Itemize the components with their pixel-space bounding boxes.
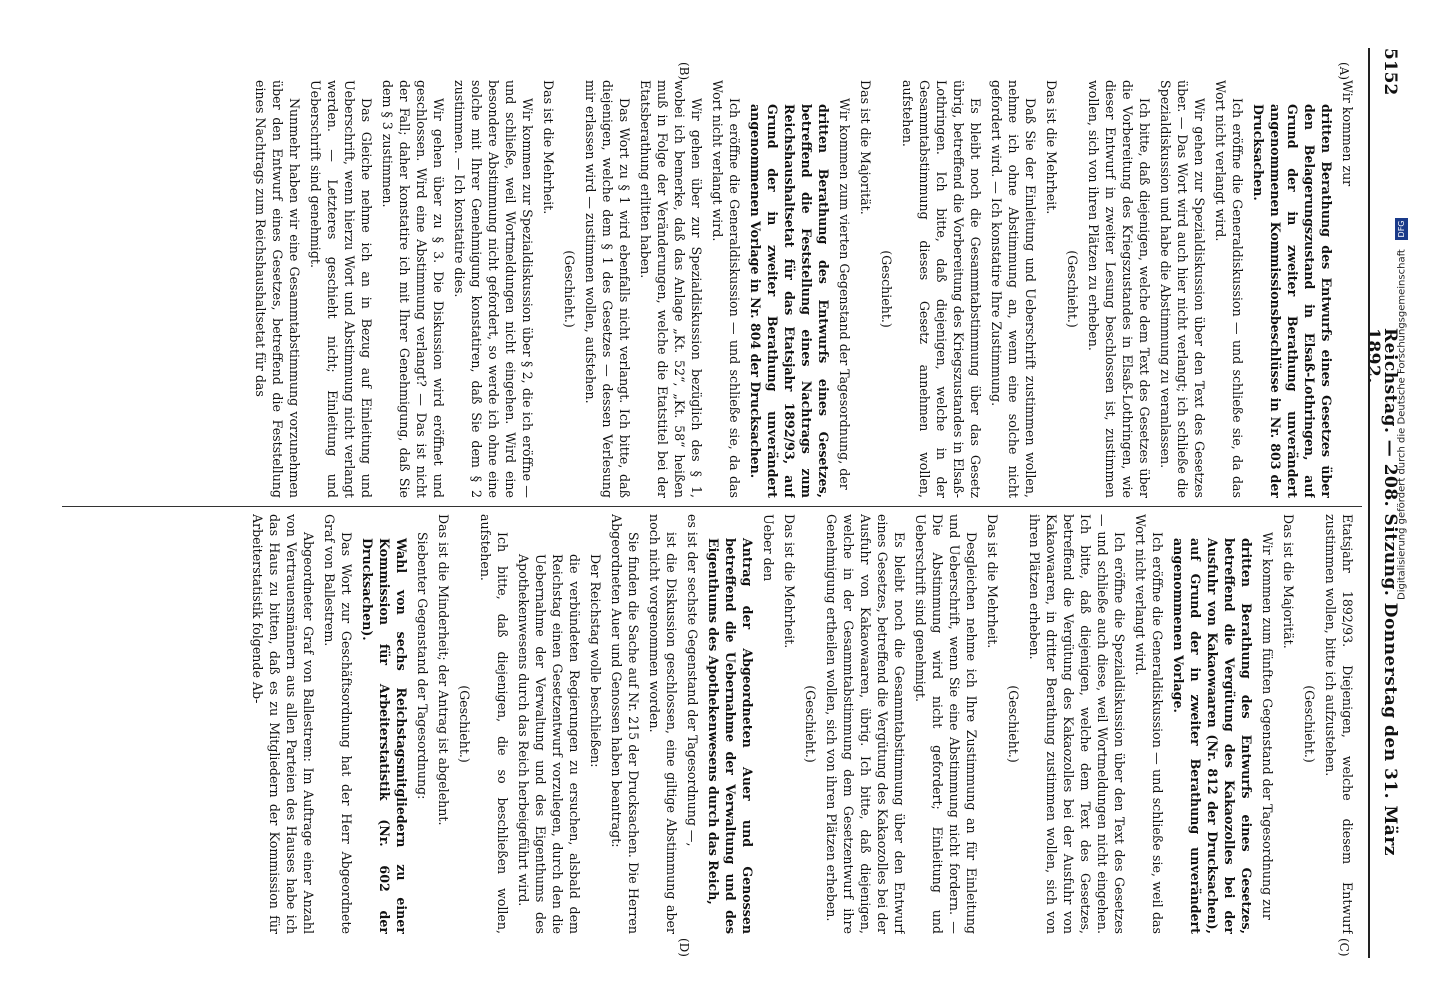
digitization-footer	[1395, 200, 1415, 600]
paragraph: Das ist die Mehrheit.	[1044, 80, 1059, 215]
paragraph: Siebenter Gegenstand der Tagesordnung:	[415, 532, 430, 800]
paragraph: Ich eröffne die Generaldiskussion — und schließe sie, weil das Wort nicht verlangt wird.	[1133, 514, 1165, 934]
paragraph: (Geschieht.)	[457, 685, 472, 763]
margin-marker-a: (A)	[1337, 62, 1351, 81]
paragraph: Wir gehen zur Spezialdiskussion über den Text des Gesetzes über. — Das Wort wird auch hier nicht verlangt; ich schließe die Spezialdiskussion und habe die Abstimmung zu veranlassen.	[1158, 80, 1207, 498]
paragraph: (Geschieht.)	[562, 250, 577, 328]
paragraph: Das ist die Majorität.	[1281, 514, 1296, 649]
paragraph: Wahl von sechs Reichstagsmitgliedern zu einer Kommission für Arbeiterstatistik (Nr. 602 der Drucksachen).	[360, 538, 409, 934]
paragraph: Das ist die Minderheit; der Antrag ist abgelehnt.	[436, 514, 451, 826]
paragraph: Abgeordneter Graf von Ballestrem: Im Auftrage einer Anzahl von Vertrauensmännern aus allen Parteien des Hauses habe ich das Haus zu bitten, daß es zu Mitgliedern der Kommission für Arbeiterstatistik folgende Ab-	[250, 514, 316, 934]
paragraph: die verbündeten Regierungen zu ersuchen, alsbald dem Reichstag einen Gesetzentwurf vorzulegen, durch den die Uebernahme der Verwaltung und des Eigenthums des Apothekenwesens durch das Reich herbeigeführt wird.	[516, 554, 582, 934]
left-column	[66, 80, 1356, 498]
paragraph: dritten Berathung des Entwurfs eines Gesetzes über den Belagerungszustand in Elsaß-Lothringen, auf Grund der in zweiter Berathung unverändert angenommenen Kommissionsbeschlüsse in Nr. 803 der Drucksachen.	[1251, 104, 1334, 498]
margin-marker-c: (C)	[1337, 938, 1351, 957]
paragraph: dritten Berathung des Entwurfs eines Gesetzes, betreffend die Vergütung des Kakaozolles bei der Ausfuhr von Kakaowaaren (Nr. 812 der Drucksachen), auf Grund der in zweiter Berathung unverändert angenommenen Vorlage.	[1171, 538, 1254, 934]
paragraph: (Geschieht.)	[879, 250, 894, 328]
paragraph: Wir kommen zur	[1340, 80, 1355, 187]
paragraph: Ich eröffne die Generaldiskussion — und schließe sie, da das Wort nicht verlangt wird.	[710, 80, 742, 498]
paragraph: (Geschieht.)	[803, 685, 818, 763]
paragraph: Wir gehen über zu § 3. Die Diskussion wird eröffnet und geschlossen. Wird eine Abstimmung verlangt? — Das ist nicht der Fall; daher konstatire ich mit Ihrer Genehmigung, daß Sie dem § 3 zustimmen.	[380, 80, 446, 498]
paragraph: (Geschieht.)	[1006, 685, 1021, 763]
paragraph: Es bleibt noch die Gesammtabstimmung über das Gesetz übrig, betreffend die Vorbereitung des Kriegszustandes in Elsaß-Lothringen. Ich bitte, daß diejenigen, welche in der Gesammtabstimmung dieses Gesetz annehmen wollen, aufstehen.	[900, 80, 983, 498]
paragraph: dritten Berathung des Entwurfs eines Gesetzes, betreffend die Feststellung eines Nachtrags zum Reichshaushaltsetat für das Etatsjahr 1892/93, auf Grund der in zweiter Berathung unverändert angenommenen Vorlage in Nr. 804 der Drucksachen.	[748, 104, 831, 498]
paragraph: Der Reichstag wolle beschließen:	[588, 554, 603, 768]
margin-marker-b: (B)	[677, 62, 691, 81]
page-title: Reichstag. — 208. Sitzung. Donnerstag den 31. März 1892.	[1363, 328, 1400, 856]
paragraph: Desgleichen nehme ich Ihre Zustimmung an für Einleitung und Ueberschrift, wenn Sie eine Abstimmung nicht fordern. — Die Abstimmung wird nicht gefordert; Einleitung und Ueberschrift sind genehmigt.	[913, 514, 979, 934]
paragraph: (Geschieht.)	[1302, 685, 1317, 763]
header-rule	[1368, 48, 1370, 958]
paragraph: Antrag der Abgeordneten Auer und Genossen betreffend die Uebernahme der Verwaltung und des Eigenthums des Apothekenwesens durch das Reich,	[706, 538, 755, 934]
paragraph: Das ist die Mehrheit.	[782, 514, 797, 649]
paragraph: Wir kommen zum vierten Gegenstand der Tagesordnung, der	[837, 98, 852, 490]
paragraph: ist die Diskussion geschlossen, eine giltige Abstimmung aber noch nicht vorgenommen worden.	[647, 514, 679, 934]
dfg-logo-icon: DFG	[1395, 218, 1408, 240]
footer-text: Digitalisierung gefördert durch die Deutsche Forschungsgemeinschaft	[1396, 249, 1408, 600]
paragraph: Das ist die Mehrheit.	[541, 80, 556, 215]
paragraph: Das Wort zur Geschäftsordnung hat der Herr Abgeordnete Graf von Ballestrem.	[322, 514, 354, 934]
page-number: 5152	[1380, 48, 1400, 96]
paragraph: (Geschieht.)	[1065, 250, 1080, 328]
paragraph: Wir kommen zum fünften Gegenstand der Tagesordnung zur	[1260, 532, 1275, 920]
paragraph: Das Wort zu § 1 wird ebenfalls nicht verlangt. Ich bitte, daß diejenigen, welche dem § 1 des Gesetzes — dessen Verlesung mir erlassen wird — zustimmen wollen, aufstehen.	[583, 80, 632, 498]
paragraph: Wir kommen zur Spezialdiskussion über § 2, die ich eröffne — und schließe, weil Wortmeldungen nicht eingehen. Wird eine besondere Abstimmung nicht gefordert, so werde ich ohne eine solche mit Ihrer Genehmigung konstatiren, daß Sie dem § 2 zustimmen. — Ich konstatire dies.	[452, 80, 535, 498]
paragraph: Ich bitte, daß diejenigen, die so beschließen wollen, aufstehen.	[478, 514, 510, 934]
paragraph: Nunmehr haben wir eine Gesammtabstimmung vorzunehmen über den Entwurf eines Gesetzes, betreffend die Feststellung eines Nachtrags zum Reichshaushaltsetat für das	[253, 80, 302, 498]
paragraph: Ueber den	[761, 514, 776, 582]
column-divider	[62, 506, 1362, 507]
margin-marker-d: (D)	[677, 938, 691, 957]
paragraph: Das ist die Majorität.	[858, 80, 873, 215]
paragraph: Ich eröffne die Spezialdiskussion über den Text des Gesetzes — und schließe auch diese, weil Wortmeldungen nicht eingehen. Ich bitte, daß diejenigen, welche dem Text des Gesetzes, betreffend die Vergütung des Kakaozolles bei der Ausfuhr von Kakaowaaren, in dritter Berathung zustimmen wollen, sich von ihren Plätzen erheben.	[1027, 514, 1127, 934]
paragraph: Es bleibt noch die Gesammtabstimmung über den Entwurf eines Gesetzes, betreffend die Vergütung des Kakaozolles bei der Ausfuhr von Kakaowaaren, übrig. Ich bitte, daß diejenigen, welche in der Gesammtabstimmung dem Gesetzentwurf ihre Genehmigung ertheilen wollen, sich von ihren Plätzen erheben.	[824, 514, 907, 934]
paragraph: Das ist die Mehrheit.	[985, 514, 1000, 649]
paragraph: Das Gleiche nehme ich an in Bezug auf Einleitung und Ueberschrift, wenn hierzu Wort und Abstimmung nicht verlangt werden. — Letzteres geschieht nicht; Einleitung und Ueberschrift sind genehmigt.	[308, 80, 374, 498]
paragraph: Etatsjahr 1892/93. Diejenigen, welche diesem Entwurf zustimmen wollen, bitte ich aufzustehen.	[1323, 514, 1355, 934]
paragraph: Wir gehen über zur Spezialdiskussion bezüglich des § 1, wobei ich bemerke, daß das Anlage „Kt. 52“, „Kt. 58“ heißen muß in Folge der Veränderungen, welche die Etatstitel bei der Etatsberathung erlitten haben.	[638, 80, 704, 498]
paragraph: Daß Sie der Einleitung und Ueberschrift zustimmen wollen, nehme ich ohne Abstimmung an, wenn eine solche nicht gefordert wird. — Ich konstatire Ihre Zustimmung.	[989, 80, 1038, 498]
paragraph: Ich bitte, daß diejenigen, welche dem Text des Gesetzes über die Vorbereitung des Kriegszustandes in Elsaß-Lothringen, wie dieser Entwurf in zweiter Lesung beschlossen ist, zustimmen wollen, sich von ihren Plätzen zu erheben.	[1086, 80, 1152, 498]
right-column	[66, 514, 1356, 934]
paragraph: Ich eröffne die Generaldiskussion — und schließe sie, da das Wort nicht verlangt wird.	[1213, 80, 1245, 498]
paragraph: Sie finden die Sache auf Nr. 215 der Drucksachen. Die Herren Abgeordneten Auer und Genossen haben beantragt:	[609, 514, 641, 934]
paragraph: es ist der sechste Gegenstand der Tagesordnung —,	[685, 514, 700, 847]
